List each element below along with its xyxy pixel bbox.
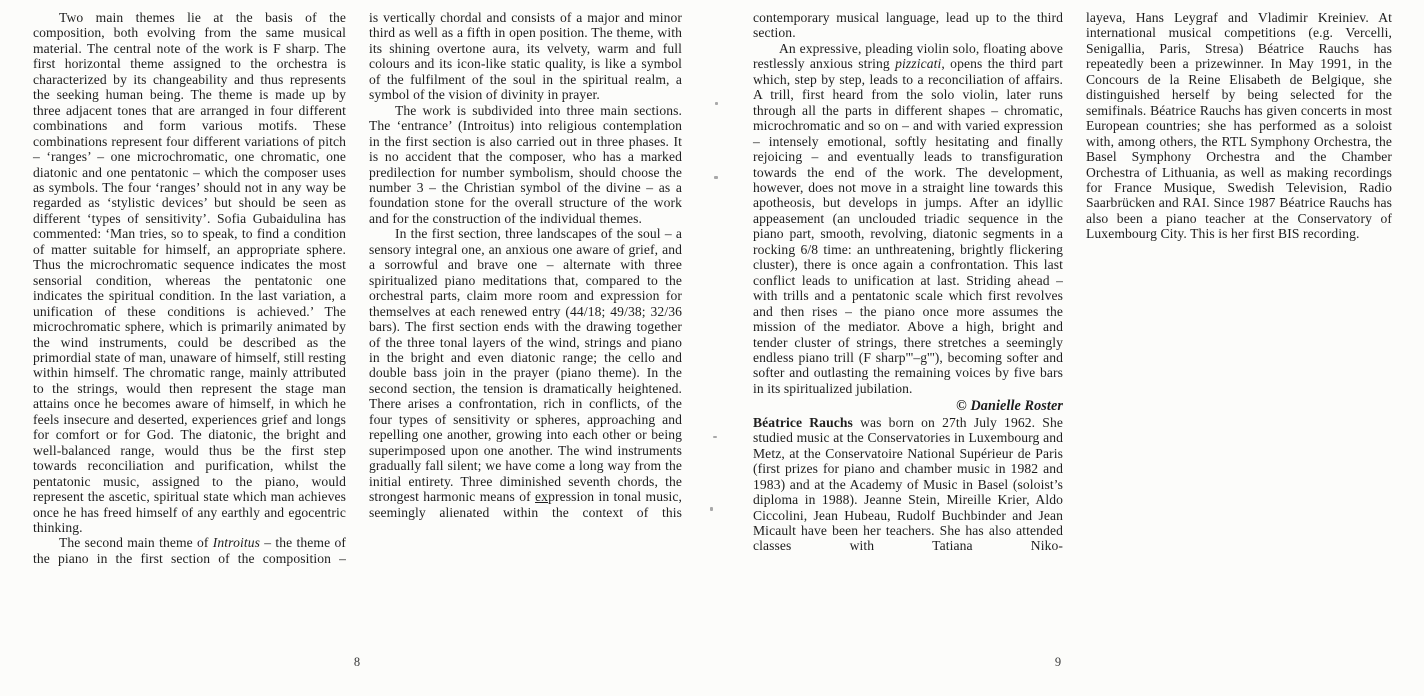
paragraph-third-section-lead: contemporary musical language, lead up to the third section. (753, 10, 1063, 41)
scan-speck (715, 102, 718, 105)
page-number-right: 9 (1054, 655, 1062, 669)
author-credit: © Danielle Roster (956, 398, 1063, 415)
work-title-introitus: Introitus (212, 535, 261, 551)
paragraph-three-sections: The work is subdivided into three main sections. The ‘entrance’ (Introitus) into religious contemplation in the first section is also carried out in three phases. It is no accident that the composer, who has a marked predilection for number symbolism, should choose the number 3 – the Christian symbol of the divine – as a foundation stone for the overall structure of the work and for the construction of the individual themes. (369, 102, 682, 226)
page8-column-2 (369, 10, 682, 520)
text-run: – the theme of the piano in the first section of the composition – (33, 535, 346, 566)
text-run: , opens the third part which, step by step, leads to a reconciliation of affairs. A trill, first heard from the solo violin, later runs through all the parts in different shapes – chromatic, microchromatic and so on – and with varied expression – intensely emotional, softly hesitating and finally rejoicing – and eventually leads to transfiguration towards the end of the work. The development, however, does not move in a straight line towards this apotheosis, but develops in jumps. After an idyllic appeasement (an unclouded triadic sequence in the piano part, smooth, revolving, diatonic segments in a rocking 6/8 time: an unthreatening, brightly flickering cluster), there is once again a confrontation. This last conflict leads to unification at last. Striding ahead – with trills and a pentatonic scale which first revolves and then rises – the piano once more assumes the mission of the mediator. Above a high, bright and tender cluster of strings, there stretches a seemingly endless piano trill (F sharp'''–g'''), becoming softer and softer and outlasting the remaining voices by five bars in its spiritualized jubilation. (753, 56, 1064, 396)
text-run: pression in tonal music, seemingly alienated within the context of this (369, 489, 682, 520)
page9-column-2 (1086, 10, 1392, 242)
scan-speck (710, 507, 713, 511)
text-run: The second main theme of (59, 535, 213, 551)
artist-name: Béatrice Rauchs (753, 414, 853, 430)
paragraph-first-section (369, 226, 682, 520)
term-pizzicati: pizzicati (895, 56, 942, 72)
paragraph-violin-solo (753, 41, 1063, 396)
paragraph-second-theme (33, 535, 346, 566)
text-run: In the first section, three landscapes of the soul – a sensory integral one, an anxious one aware of grief, and a sorrowful and brave one – alternate with three spiritualized piano meditations that, compared to the orchestral parts, claim more room and expression for themselves at each renewed entry (44/18; 49/38; 32/36 bars). The first section ends with the drawing together of the three tonal layers of the wind, strings and piano in the bright and even diatonic range; the cello and double bass join in the prayer (piano theme). In the second section, the tension is dramatically heightened. There arises a confrontation, rich in conflicts, of the four types of sensitivity or spheres, approaching and repelling one another, growing into each other or being superimposed upon one another. The wind instruments gradually fall silent; we have come a long way from the initial entirety. Three diminished seventh chords, the strongest harmonic means of (369, 226, 682, 505)
text-run: was born on 27th July 1962. She studied music at the Conservatories in Luxembourg and Metz, at the Conservatoire National Supérieur de Paris (first prizes for piano and chamber music in 1982 and 1983) and at the Academy of Music in Basel (soloist’s diploma in 1988). Jeanne Stein, Mireille Krier, Aldo Ciccolini, Jean Hubeau, Rudolf Buchbinder and Jean Micault have been her teachers. She has also attended classes with Tatiana Niko- (753, 414, 1063, 554)
paragraph-biography (753, 415, 1063, 554)
scan-speck (713, 436, 717, 438)
page8-column-1 (33, 10, 346, 566)
paragraph-biography-continued: layeva, Hans Leygraf and Vladimir Kreiniev. At international musical competitions (e.g. Vercelli, Senigallia, Paris, Stresa) Béatrice Rauchs has repeatedly been a prizewinner. In May 1991, in the Concours de la Reine Elisabeth de Belgique, she distinguished herself by being selected for the semifinals. Béatrice Rauchs has given concerts in most European countries; she has performed as a soloist with, among others, the RTL Symphony Orchestra, the Basel Symphony Orchestra and the Chamber Orchestra of Lithuania, as well as making recordings for France Musique, Swedish Television, Radio Saarbrücken and RAI. Since 1987 Béatrice Rauchs has also been a piano teacher at the Conservatory of Luxembourg City. This is her first BIS recording. (1086, 10, 1392, 242)
paragraph-chordal-theme: is vertically chordal and consists of a major and minor third as well as a fifth in open position. The theme, with its shining overtone aura, its velvety, warm and full colours and its icon-like static quality, is like a symbol of the fulfilment of the soul in the spiritual realm, a symbol of the vision of divinity in prayer. (369, 10, 682, 103)
page-number-left: 8 (353, 655, 361, 669)
underlined-text: ex (535, 489, 549, 505)
text-run: An expressive, pleading violin solo, floating above restlessly anxious string (753, 40, 1063, 72)
scan-speck (714, 176, 718, 179)
paragraph-themes: Two main themes lie at the basis of the composition, both evolving from the same musical material. The central note of the work is F sharp. The first horizontal theme assigned to the orchestra is characterized by its changeability and thus represents the seeking human being. The theme is made up by three adjacent tones that are arranged in four different combinations and form various motifs. These combinations represent four different variations of pitch – ‘ranges’ – one microchromatic, one chromatic, one diatonic and one pentatonic – which the composer uses as symbols. The four ‘ranges’ should not in any way be regarded as ‘stylistic devices’ but should be seen as different ‘types of sensitivity’. Sofia Gubaidulina has commented: ‘Man tries, so to speak, to find a condition of matter suitable for himself, an appropriate sphere. Thus the microchromatic sequence indicates the most sensorial condition, whereas the pentatonic one indicates the spiritual condition. In the last variation, a unification of these conditions is achieved.’ The microchromatic sphere, which is primarily animated by the wind instruments, could be described as the primordial state of man, unaware of himself, still resting within himself. The chromatic range, mainly attributed to the strings, would then represent the stage man attains once he becomes aware of himself, in which he feels insecure and deserted, experiences grief and longs for comfort or for God. The diatonic, the bright and well-balanced range, would thus be the first step towards reconciliation and purification, whilst the pentatonic music, assigned to the piano, would represent the ascetic, spiritual state which man achieves once he has freed himself of any earthly and egocentric thinking. (33, 10, 346, 535)
page9-column-1 (753, 10, 1063, 554)
